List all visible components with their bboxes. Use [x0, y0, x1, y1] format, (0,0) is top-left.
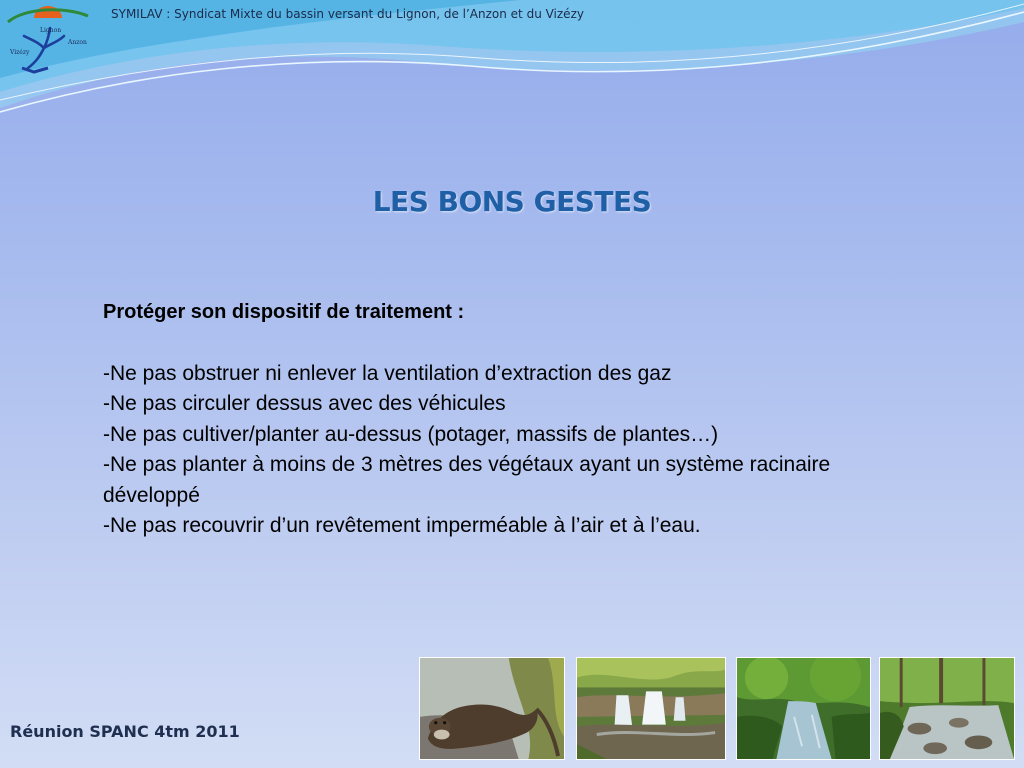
list-item: -Ne pas planter à moins de 3 mètres des végétaux ayant un système racinaire développé	[103, 453, 831, 507]
photo-forest-river	[736, 657, 871, 760]
logo-label-anzon: Anzon	[68, 39, 87, 46]
logo-label-lignon: Lignon	[40, 27, 62, 34]
rules-list	[103, 359, 923, 542]
organization-header: SYMILAV : Syndicat Mixte du bassin versant du Lignon, de l’Anzon et du Vizézy	[111, 7, 584, 21]
list-item: -Ne pas circuler dessus avec des véhicules	[103, 392, 506, 415]
slide-content	[103, 297, 923, 542]
photo-rocky-stream	[879, 657, 1015, 760]
list-item: -Ne pas recouvrir d’un revêtement imperméable à l’air et à l’eau.	[103, 514, 701, 537]
symilav-logo	[4, 2, 92, 74]
subheading: Protéger son dispositif de traitement :	[103, 301, 465, 323]
list-item: -Ne pas obstruer ni enlever la ventilation d’extraction des gaz	[103, 361, 672, 385]
photo-otter	[419, 657, 565, 760]
list-item: -Ne pas cultiver/planter au-dessus (potager, massifs de plantes…)	[103, 422, 719, 446]
logo-label-vizezy: Vizézy	[10, 49, 30, 56]
footer-text: Réunion SPANC 4tm 2011	[10, 722, 240, 741]
photo-waterfall	[576, 657, 726, 760]
logo-river-icon	[24, 28, 64, 68]
slide-title: LES BONS GESTES	[372, 185, 652, 218]
